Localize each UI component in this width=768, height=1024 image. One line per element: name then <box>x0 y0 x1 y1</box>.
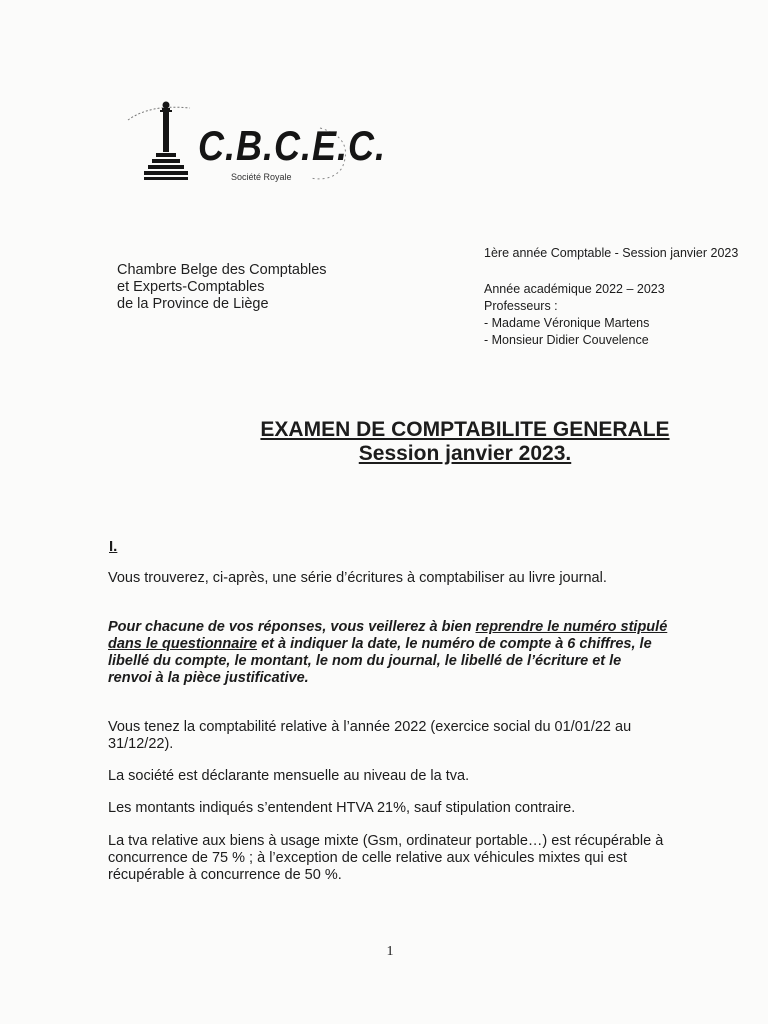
org-line-2: et Experts-Comptables <box>117 279 265 295</box>
instructions-text-2: et à indiquer la date, le numéro de compte à 6 chiffres, le libellé du compte, le montant, le nom du journal, le libellé de l’écriture et le renvoi à la pièce justificative. <box>108 636 652 686</box>
organization-block <box>117 262 327 313</box>
vat-declaration-paragraph: La société est déclarante mensuelle au niveau de la tva. <box>108 768 470 784</box>
section-number: I. <box>109 538 118 555</box>
professor-1: - Madame Véronique Martens <box>484 316 650 330</box>
exam-title-line-2: Session janvier 2023. <box>358 442 572 465</box>
professor-2: - Monsieur Didier Couvelence <box>484 333 649 347</box>
mixed-use-vat-paragraph: La tva relative aux biens à usage mixte (Gsm, ordinateur portable…) est récupérable à concurrence de 75 % ; à l’exception de celle relative aux véhicules mixtes qui est récupérable à concurrence de 50 %. <box>108 833 664 883</box>
session-line: 1ère année Comptable - Session janvier 2023 <box>484 246 739 260</box>
professors-label: Professeurs : <box>484 299 558 313</box>
academic-info <box>484 281 665 349</box>
intro-paragraph: Vous trouverez, ci-après, une série d’écritures à comptabiliser au livre journal. <box>108 570 607 586</box>
instructions-underlined: reprendre le numéro stipulé dans le questionnaire <box>108 619 668 652</box>
exam-title-line-1: EXAMEN DE COMPTABILITE GENERALE <box>260 418 670 441</box>
amounts-paragraph: Les montants indiqués s’entendent HTVA 21%, sauf stipulation contraire. <box>108 800 576 816</box>
org-line-3: de la Province de Liège <box>117 296 269 312</box>
instructions-text-1: Pour chacune de vos réponses, vous veillerez à bien <box>108 619 476 635</box>
logo-subtitle: Société Royale <box>231 172 292 182</box>
fiscal-year-paragraph: Vous tenez la comptabilité relative à l’année 2022 (exercice social du 01/01/22 au 31/12/22). <box>108 719 632 752</box>
page-number: 1 <box>386 944 394 959</box>
logo-name: C.B.C.E.C. <box>198 122 387 170</box>
academic-year: Année académique 2022 – 2023 <box>484 282 665 296</box>
instructions-paragraph <box>108 619 668 687</box>
org-line-1: Chambre Belge des Comptables <box>117 262 327 278</box>
exam-title <box>0 418 768 466</box>
